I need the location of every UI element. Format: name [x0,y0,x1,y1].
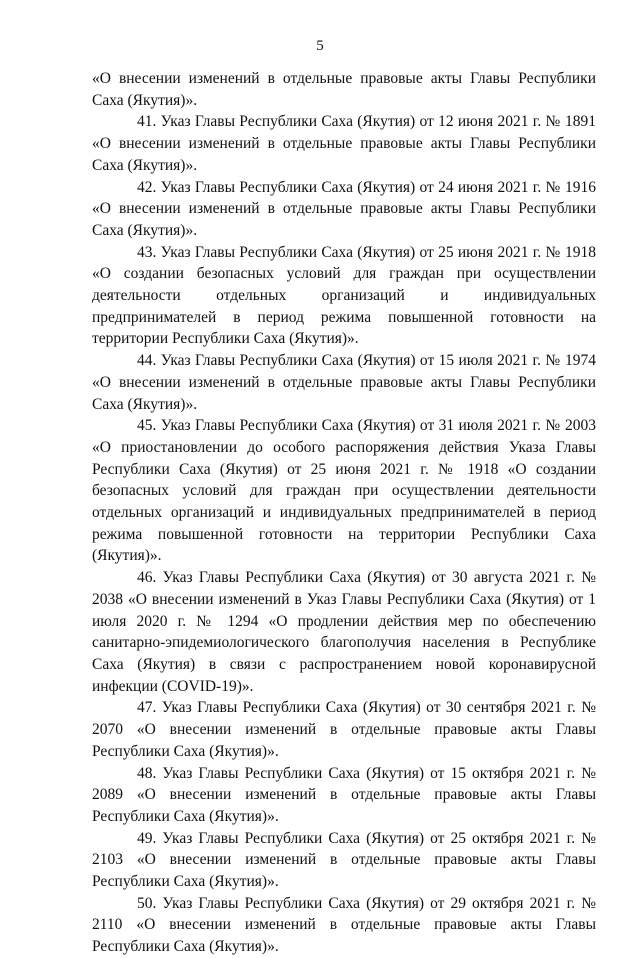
document-body [92,68,596,958]
list-item-44: 44. Указ Главы Республики Саха (Якутия) от 15 июля 2021 г. № 1974 «О внесении изменений в отдельные правовые акты Главы Республики Саха (Якутия)». [92,352,596,413]
list-item-43: 43. Указ Главы Республики Саха (Якутия) от 25 июня 2021 г. № 1918 «О создании безопасных условий для граждан при осуществлении деятельности отдельных организаций и индивидуальных предпринимателей в период режима повышенной готовности на территории Республики Саха (Якутия)». [92,243,596,348]
list-item-45: 45. Указ Главы Республики Саха (Якутия) от 31 июля 2021 г. № 2003 «О приостановлении до особого распоряжения действия Указа Главы Республики Саха (Якутия) от 25 июня 2021 г. № 1918 «О создании безопасных условий для граждан при осуществлении деятельности отдельных организаций и индивидуальных предпринимателей в период режима повышенной готовности на территории Республики Саха (Якутия)». [92,417,596,565]
list-item-48: 48. Указ Главы Республики Саха (Якутия) от 15 октября 2021 г. № 2089 «О внесении изменений в отдельные правовые акты Главы Республики Саха (Якутия)». [92,764,596,825]
list-item-46: 46. Указ Главы Республики Саха (Якутия) от 30 августа 2021 г. № 2038 «О внесении изменений в Указ Главы Республики Саха (Якутия) от 1 июля 2020 г. № 1294 «О продлении действия мер по обеспечению санитарно-эпидемиологического благополучия населения в Республике Саха (Якутия) в связи с распространением новой коронавирусной инфекции (COVID-19)». [92,569,596,695]
list-item-50: 50. Указ Главы Республики Саха (Якутия) от 29 октября 2021 г. № 2110 «О внесении изменений в отдельные правовые акты Главы Республики Саха (Якутия)». [92,894,596,956]
list-item-49: 49. Указ Главы Республики Саха (Якутия) от 25 октября 2021 г. № 2103 «О внесении изменений в отдельные правовые акты Главы Республики Саха (Якутия)». [92,829,596,891]
list-item-42: 42. Указ Главы Республики Саха (Якутия) от 24 июня 2021 г. № 1916 «О внесении изменений в отдельные правовые акты Главы Республики Саха (Якутия)». [92,178,596,239]
paragraph-continuation: «О внесении изменений в отдельные правовые акты Главы Республики Саха (Якутия)». [92,70,596,109]
list-item-41: 41. Указ Главы Республики Саха (Якутия) от 12 июня 2021 г. № 1891 «О внесении изменений в отдельные правовые акты Главы Республики Саха (Якутия)». [92,113,596,174]
list-item-47: 47. Указ Главы Республики Саха (Якутия) от 30 сентября 2021 г. № 2070 «О внесении изменений в отдельные правовые акты Главы Республики Саха (Якутия)». [92,699,596,760]
page-number: 5 [316,38,324,54]
